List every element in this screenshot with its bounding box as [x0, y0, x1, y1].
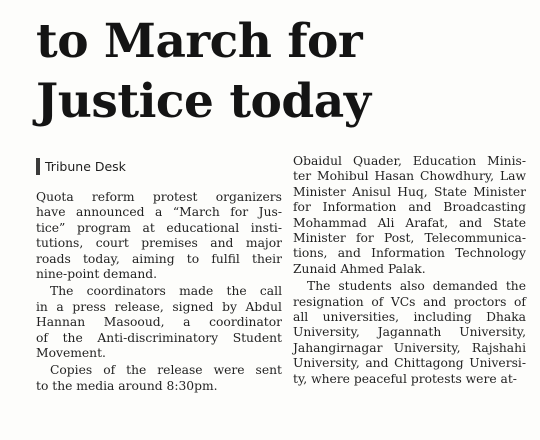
text-line: resignation of VCs and proctors of	[293, 294, 526, 309]
paragraph	[36, 363, 282, 394]
text-line: Hannan Masooud, a coordinator	[36, 315, 282, 330]
text-line: The coordinators made the call	[50, 284, 282, 299]
text-line: nine-point demand.	[36, 267, 158, 282]
text-line: in a press release, signed by Abdul	[36, 299, 282, 314]
text-line: Zunaid Ahmed Palak.	[293, 261, 426, 276]
text-line: Mohammad Ali Arafat, and State	[293, 215, 526, 230]
text-line: Quota reform protest organizers	[36, 190, 282, 204]
text-line: Obaidul Quader, Education Minis-	[293, 154, 526, 168]
text-line: Copies of the release were sent	[50, 363, 282, 378]
text-line: tice” program at educational insti-	[36, 220, 282, 235]
text-line: Movement.	[36, 346, 106, 361]
text-line: to the media around 8:30pm.	[36, 378, 218, 393]
byline	[36, 157, 126, 175]
left-column	[36, 190, 282, 394]
byline-text: Tribune Desk	[45, 158, 126, 174]
text-line: Minister Anisul Huq, State Minister	[293, 184, 526, 199]
right-column	[293, 154, 526, 387]
headline-line-3: Justice today	[36, 74, 371, 129]
text-line: all universities, including Dhaka	[293, 310, 526, 325]
text-line: Minister for Post, Telecommunica-	[293, 231, 526, 246]
byline-marker	[36, 158, 40, 175]
text-line: tutions, court premises and major	[36, 236, 282, 251]
text-line: tions, and Information Technology	[293, 246, 526, 261]
text-line: Jahangirnagar University, Rajshahi	[293, 340, 526, 355]
headline-line-2: to March for	[36, 14, 363, 69]
text-line: ter Mohibul Hasan Chowdhury, Law	[293, 169, 526, 184]
text-line: have announced a “March for Jus-	[36, 205, 282, 220]
text-line: University, and Chittagong Universi-	[293, 356, 526, 371]
paragraph	[36, 284, 282, 361]
text-line: of the Anti-discriminatory Student	[36, 330, 282, 345]
text-line: for Information and Broadcasting	[293, 200, 526, 215]
text-line: ty, where peaceful protests were at-	[293, 371, 517, 386]
text-line: roads today, aiming to fulfil their	[36, 251, 282, 266]
paragraph	[293, 154, 526, 277]
paragraph	[293, 279, 526, 387]
paragraph	[36, 190, 282, 282]
text-line: University, Jagannath University,	[293, 325, 526, 340]
text-line: The students also demanded the	[307, 279, 526, 294]
